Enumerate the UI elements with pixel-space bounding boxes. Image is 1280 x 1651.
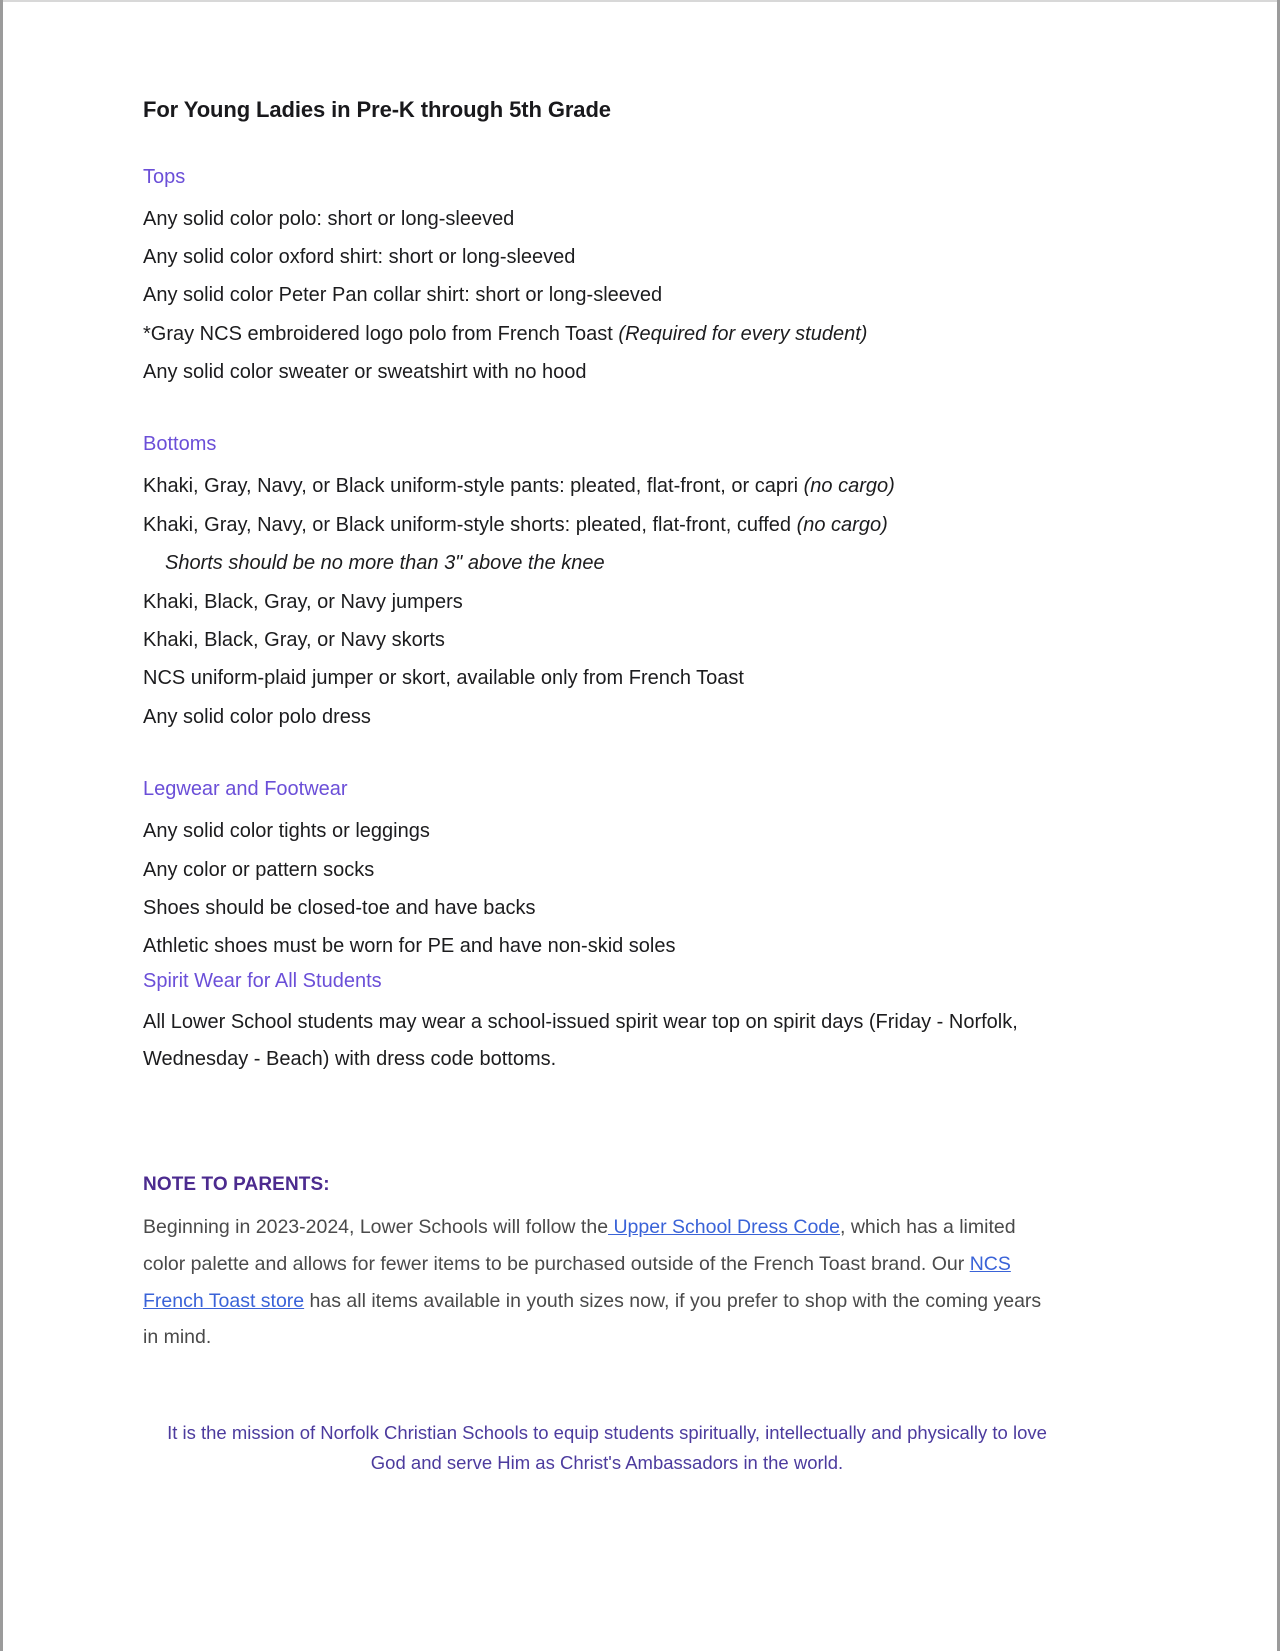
dress-code-line <box>143 927 1063 965</box>
dress-code-line <box>143 583 1063 621</box>
dress-code-line <box>143 659 1063 697</box>
line-text: Athletic shoes must be worn for PE and have non-skid soles <box>143 935 676 958</box>
section-legwear-and-footwear <box>143 774 1063 966</box>
line-text: Any solid color Peter Pan collar shirt: short or long-sleeved <box>143 284 663 307</box>
upper-school-dress-code-link[interactable]: Upper School Dress Code <box>608 1216 840 1239</box>
line-text: NCS uniform-plaid jumper or skort, available only from French Toast <box>143 667 744 690</box>
dress-code-line <box>143 698 1063 736</box>
dress-code-line <box>143 889 1063 927</box>
line-note-italic: (no cargo) <box>796 513 888 536</box>
dress-code-line <box>143 544 1063 582</box>
line-text: Any solid color polo dress <box>143 705 371 728</box>
dress-code-line <box>143 506 1063 544</box>
dress-code-sections <box>143 162 1063 966</box>
page-top-border <box>0 0 1280 2</box>
line-text: Any color or pattern socks <box>143 858 375 881</box>
page-title: For Young Ladies in Pre-K through 5th Grade <box>143 97 611 122</box>
page-left-border <box>0 0 3 1651</box>
line-text: Any solid color polo: short or long-sleeved <box>143 207 515 230</box>
line-text: Any solid color tights or leggings <box>143 820 430 843</box>
note-text-3: has all items available in youth sizes now, if you prefer to shop with the coming years in mind. <box>143 1289 1042 1349</box>
line-text: Khaki, Black, Gray, or Navy jumpers <box>143 590 463 613</box>
line-text: Khaki, Black, Gray, or Navy skorts <box>143 629 445 652</box>
mission-statement: It is the mission of Norfolk Christian Schools to equip students spiritually, intellectually and physically to love God and serve Him as Christ's Ambassadors in the world. <box>167 1422 1047 1474</box>
line-text: Khaki, Gray, Navy, or Black uniform-style shorts: pleated, flat-front, cuffed <box>143 513 797 536</box>
note-text-1: Beginning in 2023-2024, Lower Schools will follow the <box>143 1216 609 1239</box>
line-note-italic: (no cargo) <box>803 475 895 498</box>
line-text: Any solid color oxford shirt: short or long-sleeved <box>143 245 576 268</box>
section-heading: Bottoms <box>143 433 217 456</box>
note-to-parents-heading: NOTE TO PARENTS: <box>143 1173 330 1195</box>
dress-code-line <box>143 238 1063 276</box>
spirit-wear-paragraph: All Lower School students may wear a school-issued spirit wear top on spirit days (Friday - Norfolk, Wednesday - Beach) with dress code bottoms. <box>143 1010 1018 1071</box>
dress-code-line <box>143 315 1063 353</box>
line-note-italic: (Required for every student) <box>618 322 868 345</box>
section-heading: Legwear and Footwear <box>143 778 348 801</box>
line-text: Shorts should be no more than 3" above the knee <box>165 552 605 575</box>
section-tops <box>143 162 1063 392</box>
line-text: Shoes should be closed-toe and have backs <box>143 896 536 919</box>
line-text: Any solid color sweater or sweatshirt with no hood <box>143 361 587 384</box>
dress-code-line <box>143 851 1063 889</box>
document-content <box>143 96 1063 1497</box>
dress-code-line <box>143 467 1063 505</box>
dress-code-line <box>143 621 1063 659</box>
note-text-2: , which has a limited color palette and allows for fewer items to be purchased outside of the French Toast brand. Our <box>143 1216 1016 1276</box>
section-heading-spirit-wear: Spirit Wear for All Students <box>143 969 382 992</box>
dress-code-line <box>143 812 1063 850</box>
dress-code-line <box>143 353 1063 391</box>
ncs-french-toast-store-link[interactable]: NCS French Toast store <box>143 1253 1011 1312</box>
note-to-parents-block <box>143 1171 1063 1356</box>
section-spirit-wear <box>143 966 1063 1079</box>
section-bottoms <box>143 429 1063 736</box>
dress-code-line <box>143 276 1063 314</box>
line-text: Khaki, Gray, Navy, or Black uniform-style pants: pleated, flat-front, or capri <box>143 475 804 498</box>
dress-code-line <box>143 200 1063 238</box>
note-to-parents-paragraph <box>143 1209 1048 1356</box>
line-text: *Gray NCS embroidered logo polo from French Toast <box>143 322 619 345</box>
section-heading: Tops <box>143 165 186 188</box>
